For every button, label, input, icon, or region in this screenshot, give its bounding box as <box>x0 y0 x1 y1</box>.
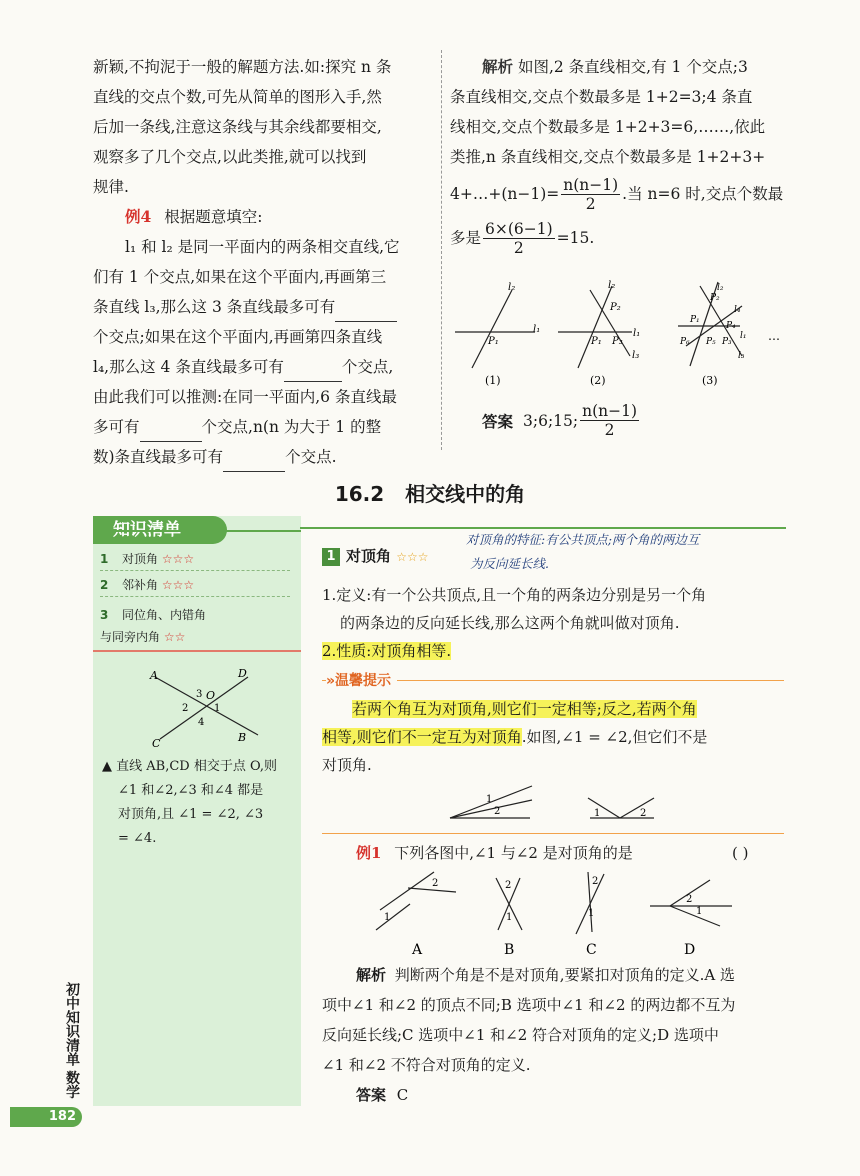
label-l3: l₃ <box>738 351 745 361</box>
label-l1: l₁ <box>533 324 541 335</box>
note-line: 对顶角的特征:有公共顶点;两个角的两边互 <box>466 532 700 547</box>
label-p3: P₃ <box>722 337 732 347</box>
angle-2-label: 2 <box>686 894 693 905</box>
choice-figures <box>370 870 770 958</box>
vertical-angles-figure <box>140 665 270 750</box>
text-line: 观察多了几个交点,以此类推,就可以找到 <box>93 148 367 166</box>
sidebar-divider <box>100 570 290 571</box>
caption-line: ▲ 直线 AB,CD 相交于点 O,则 <box>102 759 277 774</box>
definition-line: 的两条边的反向延长线,那么这两个角就叫做对顶角. <box>340 614 680 632</box>
section-name: 相交线中的角 <box>405 482 526 506</box>
problem-line <box>93 352 437 382</box>
choice-c-figure <box>576 872 604 934</box>
label-d: D <box>238 667 247 680</box>
sidebar-rule <box>93 530 301 532</box>
handwritten-note <box>466 528 796 576</box>
analysis-label: 解析 <box>482 57 514 76</box>
problem-line <box>93 292 437 322</box>
label-o: O <box>206 689 216 702</box>
analysis-text: =15. <box>556 229 595 247</box>
fig-label: (2) <box>590 374 606 387</box>
sidebar-item-label: 对顶角 <box>122 552 159 566</box>
angle-1-label: 1 <box>588 908 595 919</box>
problem-line: 个交点;如果在这个平面内,再画第四条直线 <box>93 328 383 346</box>
caption-line: = ∠4. <box>118 831 157 846</box>
analysis-line: 类推,n 条直线相交,交点个数最多是 1+2+3+ <box>450 148 766 166</box>
equal-angles-figure <box>440 784 680 824</box>
angle-1-label: 1 <box>506 912 513 923</box>
sidebar-item <box>100 550 290 567</box>
answer-text: C <box>396 1086 409 1104</box>
star-icon: ☆☆☆ <box>396 550 429 564</box>
problem-text: 数)条直线最多可有 <box>93 448 224 466</box>
analysis-line: 项中∠1 和∠2 的顶点不同;B 选项中∠1 和∠2 的两边都不互为 <box>322 996 736 1014</box>
angle-4: 4 <box>198 717 205 728</box>
label-c: C <box>152 737 161 750</box>
fig-label: (3) <box>702 374 718 387</box>
section-title <box>0 478 860 507</box>
label-l3: l₃ <box>632 350 640 361</box>
fraction <box>483 220 555 257</box>
answer-line <box>322 1080 816 1110</box>
label-l4: l₄ <box>734 305 741 315</box>
column-divider <box>441 50 442 450</box>
example-title: 根据题意填空: <box>164 208 263 226</box>
text-line: 后加一条线,注意这条线与其余线都要相交, <box>93 118 382 136</box>
fig-label: (1) <box>485 374 501 387</box>
tip-line <box>322 722 782 752</box>
label-l2: l₂ <box>717 283 724 293</box>
problem-line <box>93 442 437 472</box>
analysis-line <box>322 960 816 990</box>
label-l2: l₂ <box>508 282 516 293</box>
sidebar-item-label: 邻补角 <box>122 578 159 592</box>
angle-2: 2 <box>182 703 189 714</box>
tip-title-text: 温馨提示 <box>335 673 392 689</box>
ellipsis: … <box>768 329 780 343</box>
fraction-num: 6×(6−1) <box>485 219 553 238</box>
label-p1: P₁ <box>690 315 700 325</box>
intersection-figures <box>450 276 790 392</box>
answer-label: 答案 <box>356 1086 387 1104</box>
tip-line: 对顶角. <box>322 756 372 774</box>
example-heading <box>93 202 437 232</box>
fraction-num: n(n−1) <box>582 402 638 420</box>
label-p3: P₃ <box>612 336 623 347</box>
analysis-label: 解析 <box>356 966 387 984</box>
angle-2-label: 2 <box>592 876 599 887</box>
angle-2-label: 2 <box>505 880 512 891</box>
label-l1: l₁ <box>633 328 641 339</box>
subsection-title <box>346 545 429 566</box>
right-column <box>450 52 790 260</box>
example-text: 下列各图中,∠1 与∠2 是对顶角的是 <box>394 844 633 862</box>
answer-paren: ( ) <box>732 844 749 862</box>
figure-1 <box>455 290 535 368</box>
subsection-number: 1 <box>322 548 340 566</box>
blank-2 <box>284 363 342 382</box>
angle-1-label: 1 <box>384 912 391 923</box>
caption-line: ∠1 和∠2,∠3 和∠4 都是 <box>118 783 264 798</box>
angle-1-label: 1 <box>594 808 601 819</box>
example-label: 例4 <box>125 207 152 226</box>
choice-label: A <box>412 942 423 958</box>
blank-4 <box>223 453 285 472</box>
analysis-line <box>450 172 790 216</box>
tip-text: 若两个角互为对顶角,则它们一定相等;反之,若两个角 <box>352 700 697 718</box>
sidebar-item <box>100 604 210 648</box>
sidebar-item-num: 1 <box>100 552 109 566</box>
figure-2 <box>558 286 632 368</box>
fraction <box>580 402 639 439</box>
label-p6: P₆ <box>680 337 690 347</box>
analysis-line <box>450 52 790 82</box>
star-icon: ☆☆☆ <box>161 552 195 566</box>
choice-label: D <box>684 942 696 958</box>
label-p2: P₂ <box>710 293 720 303</box>
choice-label: B <box>504 942 515 958</box>
angle-2-label: 2 <box>494 806 501 817</box>
sidebar-heading: 知识清单 <box>93 516 227 544</box>
angle-2-label: 2 <box>640 808 647 819</box>
answer-line <box>482 402 639 439</box>
example-label: 例1 <box>356 844 382 862</box>
sidebar-item-num: 2 <box>100 578 109 592</box>
analysis-line <box>450 216 790 260</box>
analysis-line: 反向延长线;C 选项中∠1 和∠2 符合对顶角的定义;D 选项中 <box>322 1026 719 1044</box>
sidebar-item <box>100 576 290 593</box>
section-number: 16.2 <box>334 482 385 506</box>
analysis-text: 多是 <box>450 229 482 247</box>
star-icon: ☆☆☆ <box>161 578 195 592</box>
analysis-line: 条直线相交,交点个数最多是 1+2=3;4 条直 <box>450 88 753 106</box>
problem-line: 由此我们可以推测:在同一平面内,6 条直线最 <box>93 388 397 406</box>
page-number: 182 <box>10 1107 82 1127</box>
fraction-num: n(n−1) <box>563 175 619 194</box>
tip-line <box>322 694 812 724</box>
problem-text: 个交点, <box>341 358 394 376</box>
vertical-book-title: 初中知识清单 数学 <box>64 981 80 1099</box>
definition-line: 1.定义:有一个公共顶点,且一个角的两条边分别是另一个角 <box>322 586 707 604</box>
fraction-den: 2 <box>585 194 596 213</box>
problem-text: 个交点. <box>285 448 337 466</box>
star-icon: ☆☆ <box>163 630 186 644</box>
problem-line: l₁ 和 l₂ 是同一平面内的两条相交直线,它 <box>125 238 400 256</box>
sidebar-divider <box>100 596 290 597</box>
note-line: 为反向延长线. <box>470 556 549 571</box>
label-l2: l₂ <box>608 280 616 291</box>
angle-1-label: 1 <box>486 794 493 805</box>
problem-text: 多可有 <box>93 418 140 436</box>
label-l1: l₁ <box>740 331 747 341</box>
problem-text: 个交点,n(n 为大于 1 的整 <box>201 418 382 436</box>
problem-text: l₄,那么这 4 条直线最多可有 <box>93 358 284 376</box>
left-column <box>93 52 437 472</box>
problem-line <box>93 412 437 442</box>
blank-1 <box>335 303 397 322</box>
label-b: B <box>238 731 247 744</box>
label-p5: P₅ <box>706 337 716 347</box>
label-p1: P₁ <box>488 336 499 347</box>
label-p1: P₁ <box>591 336 602 347</box>
sidebar-item-num: 3 <box>100 608 109 622</box>
subsection-title-text: 对顶角 <box>346 547 392 565</box>
analysis-line: 线相交,交点个数最多是 1+2+3=6,……,依此 <box>450 118 766 136</box>
analysis-text: 4+…+(n−1)= <box>450 185 560 203</box>
text-line: 直线的交点个数,可先从简单的图形入手,然 <box>93 88 382 106</box>
analysis-line: ∠1 和∠2 不符合对顶角的定义. <box>322 1056 531 1074</box>
text-line: 规律. <box>93 178 129 196</box>
answer-label: 答案 <box>482 411 514 431</box>
arrow-icon: » <box>326 673 336 689</box>
problem-line: 们有 1 个交点,如果在这个平面内,再画第三 <box>93 268 387 286</box>
angle-1: 1 <box>214 703 221 714</box>
sidebar-rule-red <box>93 650 301 652</box>
tip-text: .如图,∠1 = ∠2,但它们不是 <box>521 728 708 746</box>
caption-line: 对顶角,且 ∠1 = ∠2, ∠3 <box>118 807 264 822</box>
label-p2: P₂ <box>610 302 621 313</box>
fraction-den: 2 <box>513 238 524 257</box>
label-p4: P₄ <box>726 321 736 331</box>
text-line: 新颖,不拘泥于一般的解题方法.如:探究 n 条 <box>93 58 392 76</box>
fraction <box>561 176 620 213</box>
analysis-text: 判断两个角是不是对顶角,要紧扣对顶角的定义.A 选 <box>394 966 735 984</box>
tip-text: 相等,则它们不一定互为对顶角 <box>322 728 522 746</box>
fraction-den: 2 <box>604 421 615 439</box>
problem-text: 条直线 l₃,那么这 3 条直线最多可有 <box>93 298 336 316</box>
angle-2-label: 2 <box>432 878 439 889</box>
analysis-text: .当 n=6 时,交点个数最 <box>622 185 784 203</box>
tip-title <box>326 670 397 690</box>
property-line <box>322 636 782 666</box>
analysis-text: 如图,2 条直线相交,有 1 个交点;3 <box>517 58 748 76</box>
label-a: A <box>150 669 158 682</box>
angle-3: 3 <box>196 689 203 700</box>
angle-1-label: 1 <box>696 906 703 917</box>
sidebar-item-label: 同位角、内错角与同旁内角 <box>100 608 207 644</box>
answer-text: 3;6;15; <box>523 411 579 430</box>
blank-3 <box>140 423 202 442</box>
choice-label: C <box>586 942 597 958</box>
property-text: 2.性质:对顶角相等. <box>322 642 452 660</box>
sidebar-caption <box>102 755 292 851</box>
